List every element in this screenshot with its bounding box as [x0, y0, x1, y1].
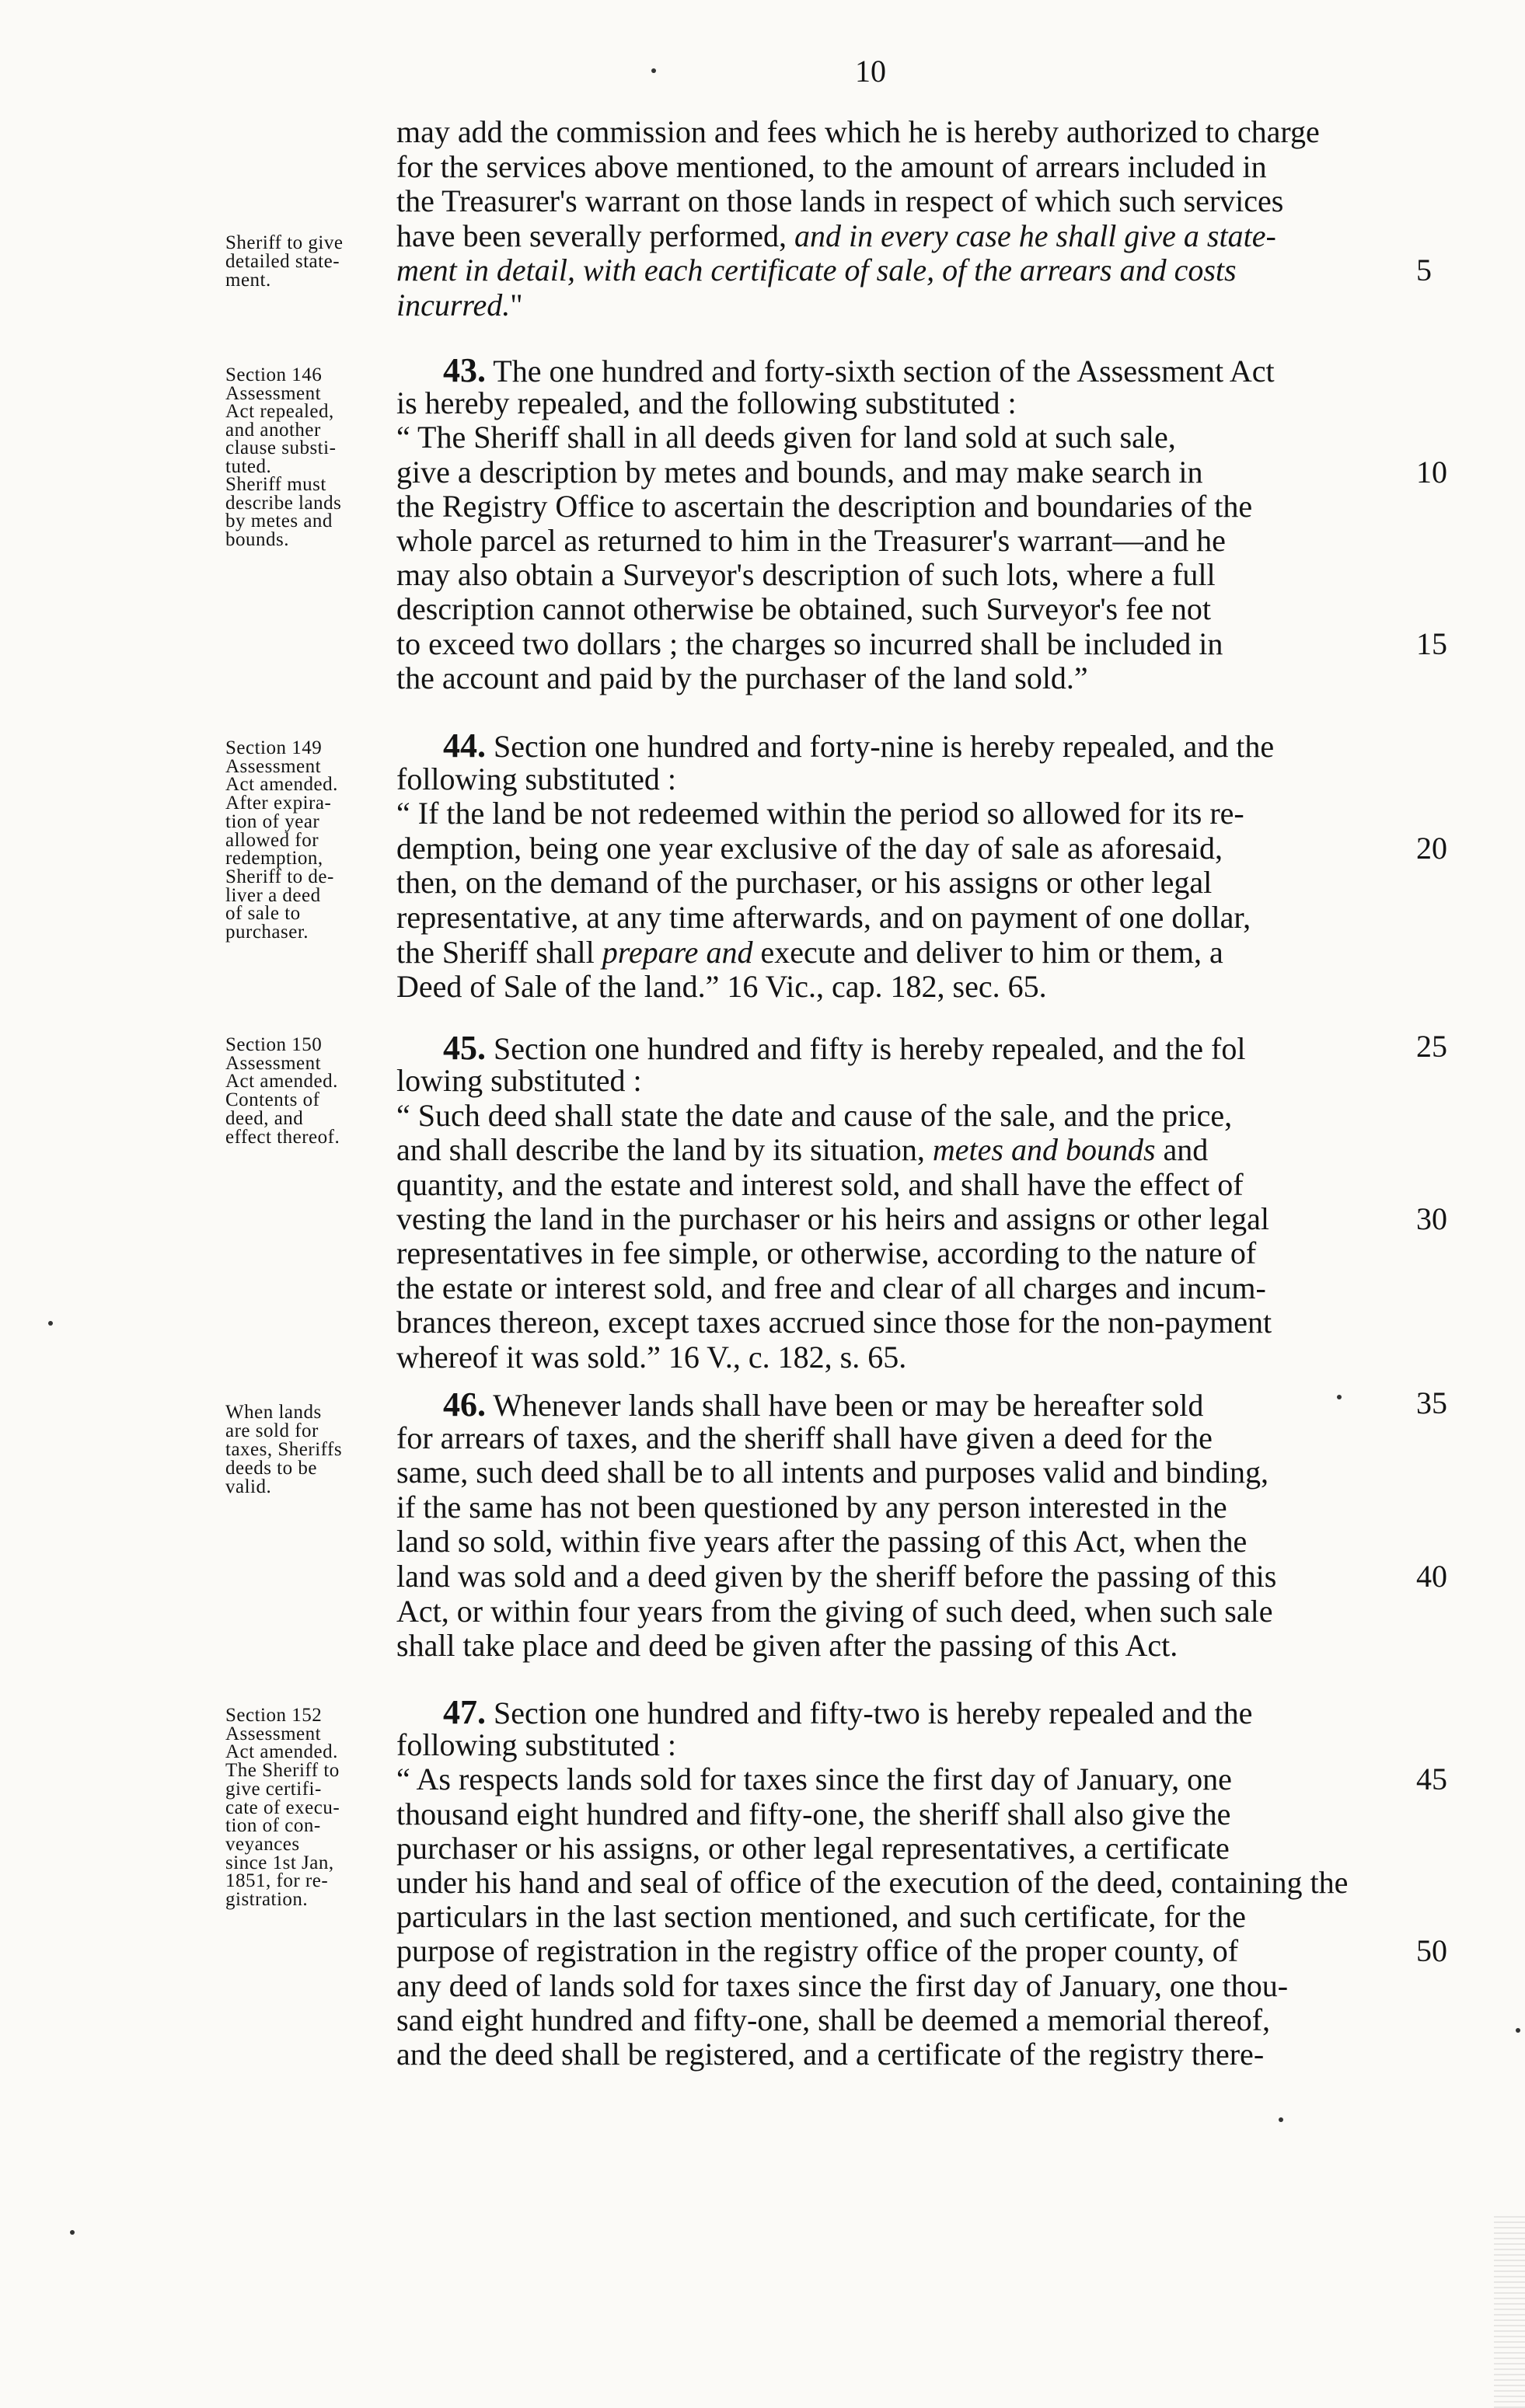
line-text: is hereby repealed, and the following substituted : [396, 385, 1017, 421]
text-line [396, 1899, 1246, 1935]
margin-note: Act amended. [225, 774, 338, 796]
line-text: land so sold, within five years after the passing of this Act, when the [396, 1524, 1248, 1559]
line-text: Whenever lands shall have been or may be hereafter sold [486, 1388, 1204, 1423]
line-text: give a description by metes and bounds, and may make search in [396, 454, 1203, 490]
line-text: brances thereon, except taxes accrued since those for the non-payment [396, 1305, 1272, 1340]
text-line [396, 902, 1251, 933]
margin-note: liver a deed [225, 884, 321, 906]
margin-note: clause substi- [225, 437, 337, 458]
section-number: 47. [443, 1693, 486, 1731]
line-number: 25 [1416, 1029, 1447, 1064]
text-line [396, 798, 1244, 829]
italic-text: incurred. [396, 287, 511, 322]
text-line [396, 255, 1237, 286]
text-line [396, 1339, 907, 1375]
margin-note: of sale to [225, 903, 301, 925]
line-number: 15 [1416, 626, 1447, 661]
line-text: and the deed shall be registered, and a certificate of the registry there- [396, 2037, 1265, 2072]
margin-note: Act repealed, [225, 401, 334, 422]
margin-note: bounds. [225, 528, 289, 550]
margin-note: Assessment [225, 755, 322, 777]
text-line [396, 454, 1203, 490]
line-text: quantity, and the estate and interest sold, and shall have the effect of [396, 1166, 1244, 1202]
text-line [396, 1727, 676, 1763]
text-line [443, 1031, 1245, 1065]
text-line [396, 1420, 1213, 1455]
scan-speck [70, 2230, 75, 2235]
scan-speck [651, 68, 656, 73]
text-line [396, 660, 1088, 695]
text-line [396, 183, 1284, 219]
line-text: land was sold and a deed given by the sheriff before the passing of this [396, 1559, 1277, 1594]
text-line [396, 934, 1223, 970]
line-text: under his hand and seal of office of the execution of the deed, containing the [396, 1865, 1349, 1900]
text-line [396, 1235, 1257, 1271]
margin-note: The Sheriff to [225, 1760, 340, 1782]
italic-text: ment in detail, with each certificate of sale, of the arrears and costs [396, 253, 1237, 288]
line-text: may also obtain a Surveyor's description of such lots, where a full [396, 557, 1216, 593]
line-text: description cannot otherwise be obtained, such Surveyor's fee not [396, 591, 1212, 627]
text-line [396, 1166, 1244, 1202]
scan-speck [1516, 2028, 1520, 2033]
line-text: The one hundred and forty-sixth section of the Assessment Act [486, 354, 1275, 389]
margin-note: cate of execu- [225, 1796, 340, 1818]
line-text: representative, at any time afterwards, and on payment of one dollar, [396, 900, 1251, 935]
line-text: particulars in the last section mentioned, and such certificate, for the [396, 1899, 1246, 1935]
text-line [443, 351, 1275, 389]
text-line [396, 2002, 1271, 2037]
margin-note: Sheriff must [225, 474, 326, 495]
margin-note: Act amended. [225, 1741, 338, 1763]
section-number: 43. [443, 351, 486, 389]
margin-note: When lands [225, 1402, 322, 1423]
margin-note: effect thereof. [225, 1126, 340, 1148]
text-line [396, 1628, 1178, 1664]
margin-note: veyances [225, 1833, 300, 1855]
line-number: 45 [1416, 1762, 1447, 1797]
text-line [396, 865, 1213, 901]
text-line [396, 761, 676, 796]
line-text: purchaser or his assigns, or other legal representatives, a certificate [396, 1830, 1230, 1866]
line-text-tail: and [1155, 1132, 1209, 1168]
text-line [396, 2039, 1264, 2070]
margin-note: describe lands [225, 492, 342, 514]
text-line [396, 1593, 1273, 1629]
line-text: whereof it was sold.” 16 V., c. 182, s. 65. [396, 1339, 907, 1375]
text-line [396, 1270, 1266, 1305]
section-number: 45. [443, 1029, 486, 1067]
margin-note: Contents of [225, 1089, 320, 1111]
scan-edge-noise [1494, 2215, 1525, 2408]
line-text: then, on the demand of the purchaser, or his assigns or other legal [396, 865, 1213, 901]
italic-text: metes and bounds [932, 1132, 1156, 1168]
margin-note: purchaser. [225, 922, 309, 943]
margin-note: deeds to be [225, 1458, 317, 1479]
line-text: Section one hundred and forty-nine is hereby repealed, and the [486, 729, 1275, 764]
text-line [396, 1561, 1276, 1592]
text-line [396, 1201, 1270, 1236]
text-line [396, 385, 1017, 421]
margin-note: since 1st Jan, [225, 1852, 334, 1873]
text-line [396, 1307, 1272, 1338]
text-line [396, 148, 1267, 184]
line-number: 40 [1416, 1559, 1447, 1594]
line-number: 30 [1416, 1201, 1447, 1236]
text-line [396, 1457, 1269, 1488]
line-text: same, such deed shall be to all intents and purposes valid and binding, [396, 1455, 1269, 1490]
text-line [396, 287, 523, 322]
line-text: any deed of lands sold for taxes since the first day of January, one thou- [396, 1967, 1289, 2003]
text-line [396, 1867, 1348, 1898]
line-text: following substituted : [396, 1727, 676, 1763]
text-line [396, 559, 1216, 591]
margin-note: tion of con- [225, 1815, 321, 1837]
line-number: 35 [1416, 1385, 1447, 1420]
line-text: the account and paid by the purchaser of the land sold.” [396, 660, 1088, 695]
text-line [396, 218, 1276, 253]
line-text: vesting the land in the purchaser or his heirs and assigns or other legal [396, 1201, 1270, 1236]
text-line [396, 1526, 1247, 1557]
margin-note: Sheriff to de- [225, 866, 334, 887]
margin-note: Sheriff to give [225, 232, 344, 253]
margin-note: Assessment [225, 1723, 322, 1744]
line-text-tail: execute and deliver to him or them, a [752, 934, 1223, 970]
margin-note: and another [225, 419, 321, 441]
line-text: the estate or interest sold, and free and clear of all charges and incum- [396, 1270, 1266, 1305]
line-number: 50 [1416, 1933, 1447, 1969]
italic-text: prepare and [602, 934, 753, 970]
line-text: purpose of registration in the registry office of the proper county, of [396, 1933, 1239, 1969]
margin-note: Section 152 [225, 1705, 323, 1726]
margin-note: are sold for [225, 1420, 319, 1441]
text-line [396, 1764, 1232, 1795]
margin-note: Section 149 [225, 737, 323, 758]
margin-note: tion of year [225, 810, 320, 832]
line-text: “ The Sheriff shall in all deeds given for land sold at such sale, [396, 420, 1176, 455]
line-text: the Sheriff shall [396, 934, 602, 970]
text-line [396, 1489, 1227, 1525]
margin-note: allowed for [225, 829, 319, 851]
text-line [396, 626, 1223, 661]
text-line [396, 488, 1253, 524]
line-text: “ Such deed shall state the date and cause of the sale, and the price, [396, 1097, 1233, 1133]
margin-note: Assessment [225, 382, 322, 404]
margin-note: gistration. [225, 1889, 309, 1910]
text-line [396, 1933, 1239, 1969]
section-number: 46. [443, 1385, 486, 1424]
line-text: whole parcel as returned to him in the Treasurer's warrant—and he [396, 523, 1226, 558]
margin-note: Section 146 [225, 364, 323, 385]
text-line [396, 1830, 1230, 1866]
line-text: Section one hundred and fifty-two is hereby repealed and the [486, 1695, 1253, 1730]
margin-note: ment. [225, 270, 271, 291]
text-line [396, 1063, 642, 1099]
margin-note: give certifi- [225, 1778, 322, 1800]
margin-note: Assessment [225, 1052, 322, 1074]
text-line [396, 1134, 1208, 1166]
margin-note: taxes, Sheriffs [225, 1439, 343, 1460]
text-line [443, 1385, 1204, 1424]
page-number: 10 [855, 54, 886, 89]
line-text: the Registry Office to ascertain the description and boundaries of the [396, 488, 1253, 524]
margin-note: by metes and [225, 511, 333, 531]
line-text: lowing substituted : [396, 1063, 642, 1099]
margin-note: valid. [225, 1476, 272, 1497]
text-line [443, 729, 1274, 763]
margin-note: After expira- [225, 793, 332, 814]
line-text: if the same has not been questioned by any person interested in the [396, 1489, 1227, 1525]
margin-note: deed, and [225, 1107, 304, 1129]
text-line [396, 1796, 1231, 1831]
line-text: following substituted : [396, 761, 676, 796]
line-text: sand eight hundred and fifty-one, shall be deemed a memorial thereof, [396, 2002, 1271, 2037]
margin-note: tuted. [225, 455, 272, 477]
line-text: for arrears of taxes, and the sheriff shall have given a deed for the [396, 1420, 1213, 1455]
line-text: and shall describe the land by its situation, [396, 1132, 933, 1168]
margin-note: detailed state- [225, 251, 340, 272]
line-text: shall take place and deed be given after the passing of this Act. [396, 1628, 1178, 1664]
line-text: for the services above mentioned, to the amount of arrears included in [396, 148, 1267, 184]
text-line [396, 114, 1320, 149]
line-text: Act, or within four years from the giving of such deed, when such sale [396, 1593, 1273, 1629]
line-text: thousand eight hundred and fifty-one, the sheriff shall also give the [396, 1796, 1231, 1831]
margin-note: Act amended. [225, 1071, 338, 1092]
line-text: to exceed two dollars ; the charges so incurred shall be included in [396, 626, 1223, 661]
line-text: Section one hundred and fifty is hereby repealed, and the fol [486, 1031, 1246, 1066]
section-number: 44. [443, 727, 486, 765]
line-text: may add the commission and fees which he is hereby authorized to charge [396, 114, 1320, 149]
line-text: the Treasurer's warrant on those lands in respect of which such services [396, 183, 1284, 219]
text-line [396, 1967, 1289, 2003]
scan-speck [1337, 1395, 1342, 1399]
line-text: “ If the land be not redeemed within the period so allowed for its re- [396, 796, 1244, 831]
line-text: demption, being one year exclusive of the day of sale as aforesaid, [396, 830, 1223, 866]
text-line [396, 830, 1223, 866]
text-line [396, 525, 1226, 556]
line-text-tail: " [510, 287, 523, 322]
italic-text: and in every case he shall give a state- [794, 218, 1276, 253]
line-text: have been severally performed, [396, 218, 794, 253]
text-line [443, 1695, 1252, 1730]
margin-note: 1851, for re- [225, 1870, 329, 1892]
scan-speck [48, 1321, 53, 1326]
line-number: 10 [1416, 454, 1447, 490]
text-line [396, 1097, 1233, 1133]
scan-speck [1279, 2117, 1283, 2122]
text-line [396, 591, 1212, 627]
margin-note: Section 150 [225, 1034, 323, 1055]
line-number: 20 [1416, 830, 1447, 866]
line-text: Deed of Sale of the land.” 16 Vic., cap. 182, sec. 65. [396, 969, 1047, 1005]
line-number: 5 [1416, 253, 1432, 288]
text-line [396, 422, 1176, 453]
line-text: “ As respects lands sold for taxes since the first day of January, one [396, 1762, 1232, 1797]
margin-note: redemption, [225, 848, 323, 869]
line-text: representatives in fee simple, or otherwise, according to the nature of [396, 1235, 1257, 1271]
text-line [396, 969, 1047, 1005]
